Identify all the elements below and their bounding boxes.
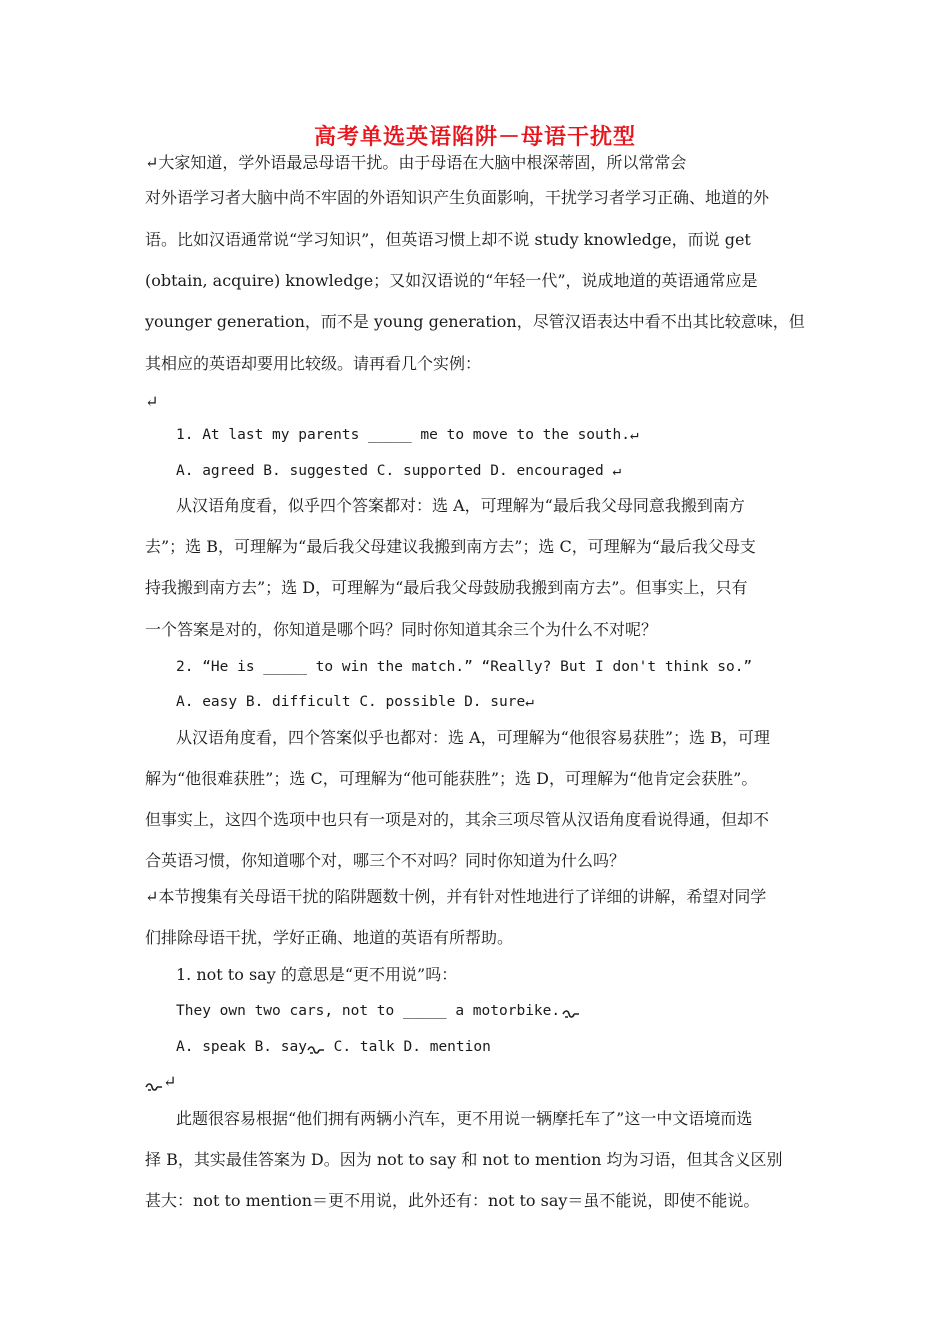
item-1-explanation-1: 此题很容易根据“他们拥有两辆小汽车，更不用说一辆摩托车了”这一中文语境而选: [176, 1109, 753, 1128]
section-intro-2: 们排除母语干扰，学好正确、地道的英语有所帮助。: [145, 928, 514, 947]
question-2-explanation-2: 解为“他很难获胜”；选 C，可理解为“他可能获胜”；选 D，可理解为“他肯定会获胜”。: [145, 769, 758, 788]
question-2-options: A. easy B. difficult C. possible D. sure↵: [176, 694, 534, 710]
item-1-options: [176, 1036, 491, 1058]
item-1-mark-line: [145, 1071, 176, 1093]
question-1-explanation-4: 一个答案是对的，你知道是哪个吗？同时你知道其余三个为什么不对呢？: [145, 620, 658, 639]
item-1-options-a: A. speak B. say: [176, 1039, 307, 1055]
item-1-mark: ↵: [163, 1072, 177, 1091]
question-1-explanation-1: 从汉语角度看，似乎四个答案都对：选 A，可理解为“最后我父母同意我搬到南方: [176, 496, 745, 515]
item-1-stem-text: They own two cars, not to _____ a motorbike.: [176, 1003, 561, 1019]
question-1-explanation-2: 去”；选 B，可理解为“最后我父母建议我搬到南方去”；选 C，可理解为“最后我父母支: [145, 537, 756, 556]
item-1-options-b: C. talk D. mention: [324, 1039, 491, 1055]
page-title: 高考单选英语陷阱－母语干扰型: [313, 125, 636, 150]
question-2-explanation-4: 合英语习惯，你知道哪个对，哪三个不对吗？同时你知道为什么吗？: [145, 851, 626, 870]
question-1-options: A. agreed B. suggested C. supported D. encouraged ↵: [176, 463, 622, 479]
question-1-stem: 1. At last my parents _____ me to move to the south.↵: [176, 427, 639, 443]
intro-line-1: ↵大家知道，学外语最忌母语干扰。由于母语在大脑中根深蒂固，所以常常会: [145, 153, 687, 172]
intro-line-6: 其相应的英语却要用比较级。请再看几个实例：: [145, 354, 482, 373]
paragraph-mark: ↵: [145, 392, 159, 411]
scribble-mark-icon: [145, 1077, 163, 1089]
item-1-explanation-2: 择 B，其实最佳答案为 D。因为 not to say 和 not to mention 均为习语，但其含义区别: [145, 1150, 783, 1169]
item-1-stem: [176, 1000, 580, 1022]
question-1-explanation-3: 持我搬到南方去”；选 D，可理解为“最后我父母鼓励我搬到南方去”。但事实上，只有: [145, 578, 748, 597]
section-intro-1: ↵本节搜集有关母语干扰的陷阱题数十例，并有针对性地进行了详细的讲解，希望对同学: [145, 887, 767, 906]
intro-line-2: 对外语学习者大脑中尚不牢固的外语知识产生负面影响，干扰学习者学习正确、地道的外: [145, 188, 770, 207]
item-1-heading: 1. not to say 的意思是“更不用说”吗：: [176, 965, 458, 984]
scribble-mark-icon: [307, 1041, 325, 1053]
intro-line-3: 语。比如汉语通常说“学习知识”，但英语习惯上却不说 study knowledge，而说 get: [145, 230, 751, 249]
scribble-mark-icon: [562, 1005, 580, 1017]
intro-line-4: (obtain, acquire) knowledge；又如汉语说的“年轻一代”，说成地道的英语通常应是: [145, 271, 758, 290]
intro-line-5: younger generation，而不是 young generation，尽管汉语表达中看不出其比较意味，但: [145, 312, 805, 331]
question-2-explanation-1: 从汉语角度看，四个答案似乎也都对：选 A，可理解为“他很容易获胜”；选 B，可理: [176, 728, 770, 747]
question-2-explanation-3: 但事实上，这四个选项中也只有一项是对的，其余三项尽管从汉语角度看说得通，但却不: [145, 810, 770, 829]
question-2-stem: 2. “He is _____ to win the match.” “Really? But I don't think so.”: [176, 659, 753, 675]
item-1-explanation-3: 甚大：not to mention＝更不用说，此外还有：not to say＝虽不能说，即使不能说。: [145, 1191, 760, 1210]
